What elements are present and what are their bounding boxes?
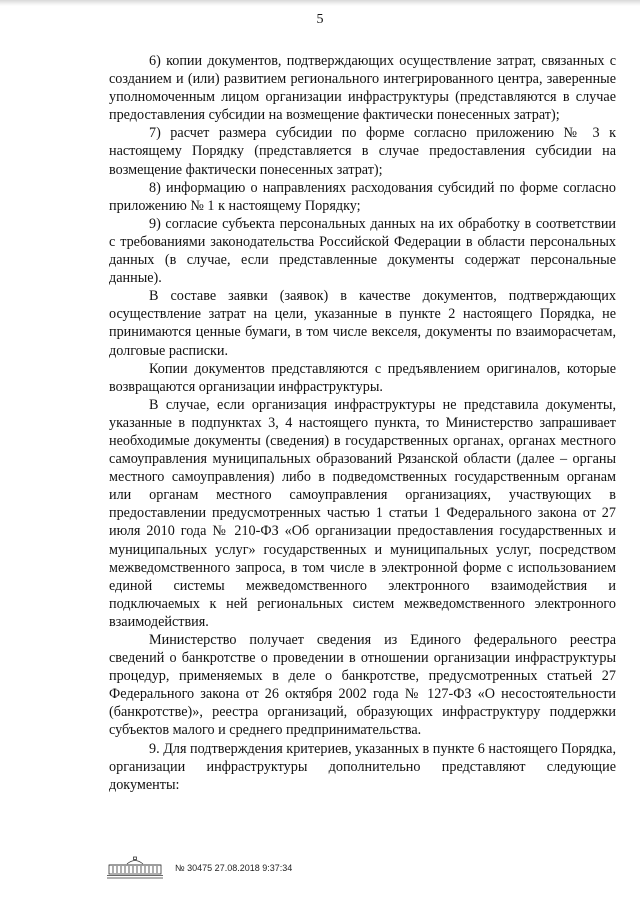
paragraph-6: 6) копии документов, подтверждающих осуществление затрат, связанных с созданием и (или) развитием регионального интегрированного центра, заверенные уполномоченным лицом организации инфраструктуры (представляются в случае предоставления субсидии на возмещение фактически понесенных затрат); bbox=[109, 53, 616, 124]
registration-number: № 30475 27.08.2018 9:37:34 bbox=[175, 863, 293, 873]
paragraph-interagency-request: В случае, если организация инфраструктуры не представила документы, указанные в подпунктах 3, 4 настоящего пункта, то Министерство запрашивает необходимые документы (сведения) в государственных органах, органах местного самоуправления муниципальных образований Рязанской области (далее – органы местного самоуправления) либо в подведомственных государственным органам или органам местного самоуправления организациях, участвующих в предоставлении предусмотренных частью 1 статьи 1 Федерального закона от 27 июля 2010 года № 210-ФЗ «Об организации предоставления государственных и муниципальных услуг» государственных и муниципальных услуг, посредством межведомственного запроса, в том числе в электронной форме с использованием единой системы межведомственного электронного взаимодействия и подключаемых к ней региональных систем межведомственного электронного взаимодействия. bbox=[109, 396, 616, 630]
paragraph-section-9: 9. Для подтверждения критериев, указанных в пункте 6 настоящего Порядка, организации инфраструктуры дополнительно представляют следующие документы: bbox=[109, 740, 616, 793]
document-footer bbox=[105, 856, 292, 880]
paragraph-8: 8) информацию о направлениях расходования субсидий по форме согласно приложению № 1 к настоящему Порядку; bbox=[109, 179, 616, 214]
document-body bbox=[109, 52, 616, 794]
paragraph-9: 9) согласие субъекта персональных данных на их обработку в соответствии с требованиями законодательства Российской Федерации в области персональных данных (в случае, если представленные документы содержат персональные данные). bbox=[109, 215, 616, 287]
paragraph-bankruptcy-registry: Министерство получает сведения из Единого федерального реестра сведений о банкротстве о проведении в отношении организации инфраструктуры процедур, применяемых в деле о банкротстве, предусмотренных статьей 27 Федерального закона от 26 октября 2002 года № 127-ФЗ «О несостоятельности (банкротстве)», реестра организаций, образующих инфраструктуру поддержки субъектов малого и среднего предпринимательства. bbox=[109, 632, 616, 739]
paragraph-exclusions: В составе заявки (заявок) в качестве документов, подтверждающих осуществление затрат на цели, указанные в пункте 2 настоящего Порядка, не принимаются ценные бумаги, в том числе векселя, документы по взаиморасчетам, долговые расписки. bbox=[109, 288, 616, 359]
scan-edge bbox=[0, 0, 640, 6]
paragraph-7: 7) расчет размера субсидии по форме согласно приложению № 3 к настоящему Порядку (представляется в случае предоставления субсидии на возмещение фактически понесенных затрат); bbox=[109, 125, 616, 178]
page-number: 5 bbox=[316, 12, 324, 27]
paragraph-copies: Копии документов представляются с предъявлением оригиналов, которые возвращаются организации инфраструктуры. bbox=[109, 360, 616, 395]
government-building-stamp-icon bbox=[105, 856, 165, 880]
